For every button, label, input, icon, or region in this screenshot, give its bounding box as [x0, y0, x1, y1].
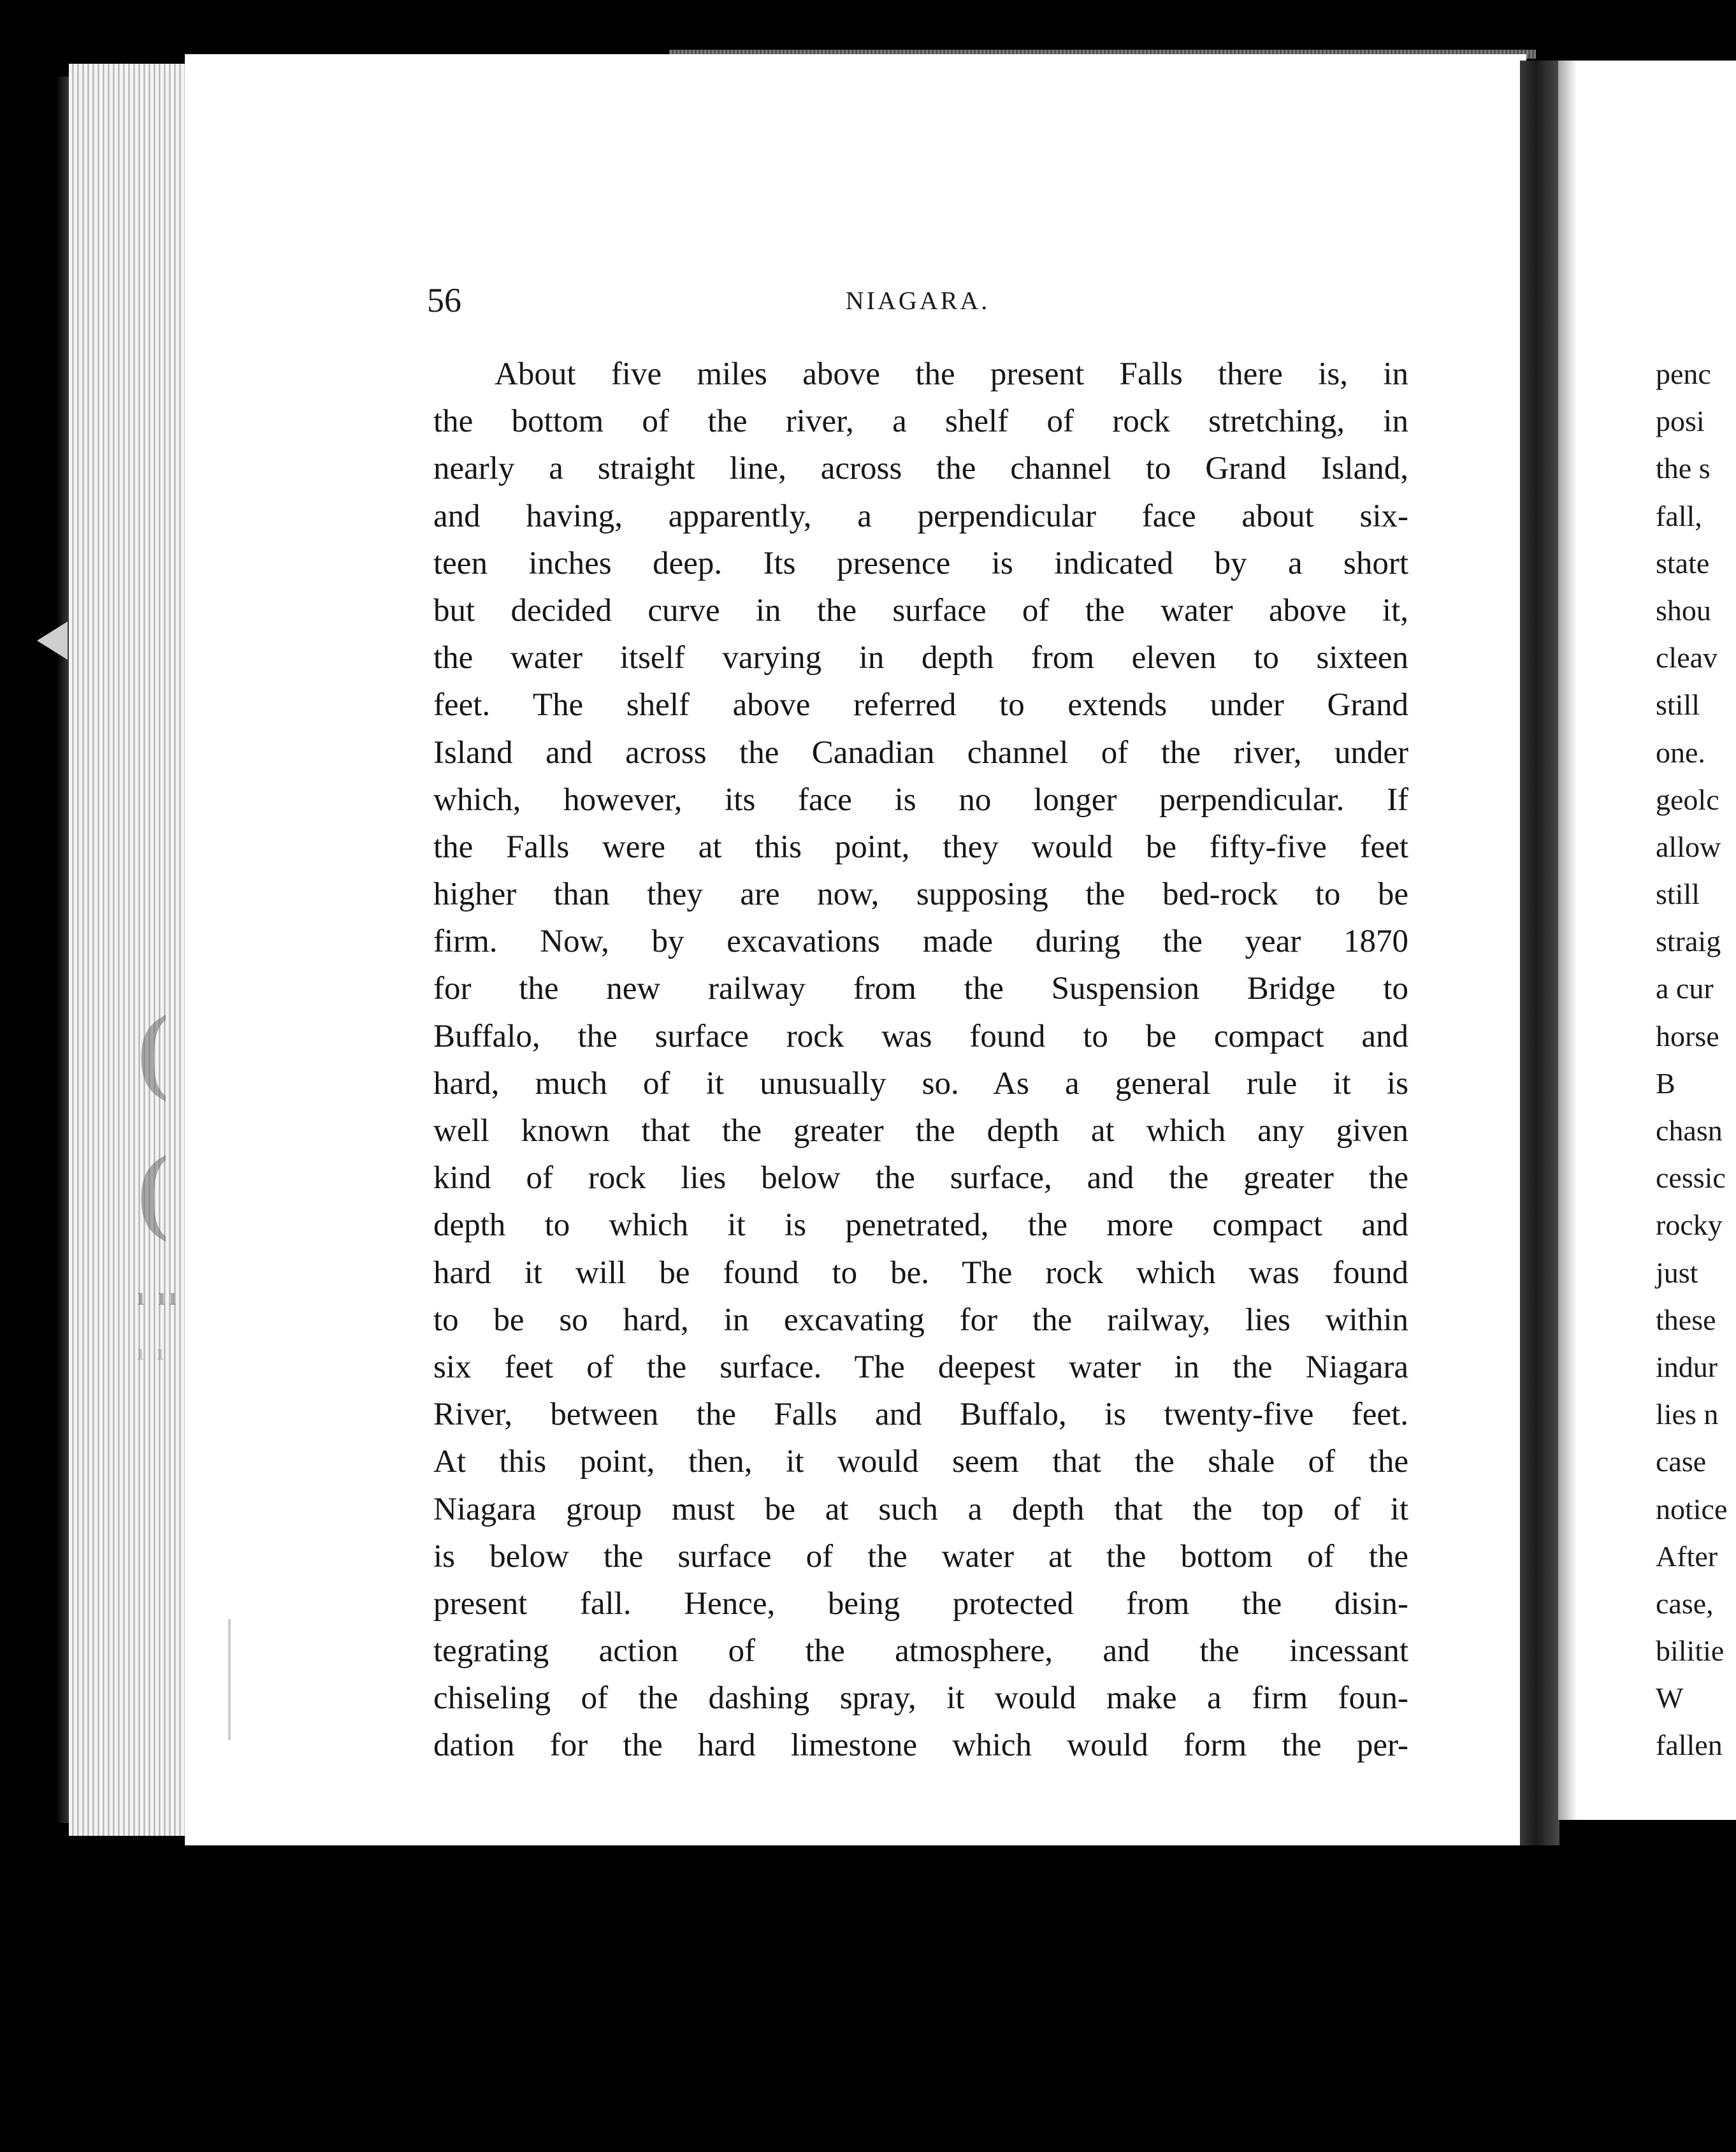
right-page-line: posi — [1656, 405, 1705, 438]
text-line: Island and across the Canadian channel of the river, under — [433, 734, 1408, 771]
text-line: which, however, its face is no longer perpendicular. If — [433, 782, 1408, 818]
right-page-line: straig — [1656, 925, 1721, 958]
text-line: dation for the hard limestone which would form the per- — [433, 1727, 1408, 1764]
right-page-line: one. — [1656, 736, 1705, 769]
text-line: River, between the Falls and Buffalo, is twenty-five feet. — [433, 1397, 1408, 1433]
text-line: About five miles above the present Falls there is, in — [495, 356, 1408, 392]
running-head — [427, 280, 1408, 325]
page-corner-fold-mark — [37, 622, 68, 660]
right-page-line: allow — [1656, 830, 1721, 863]
right-page-line: still — [1656, 878, 1700, 911]
show-through-glyph: ı ıı — [137, 1282, 180, 1311]
text-line: tegrating action of the atmosphere, and the incessant — [433, 1633, 1408, 1669]
text-line: Buffalo, the surface rock was found to be compact and — [433, 1018, 1408, 1054]
right-page-line: rocky — [1656, 1209, 1723, 1242]
right-page-line: indur — [1656, 1350, 1718, 1383]
right-page-line: still — [1656, 688, 1700, 722]
right-page-line: case, — [1656, 1587, 1714, 1620]
right-page-line: horse — [1656, 1019, 1719, 1052]
text-line: higher than they are now, supposing the bed-rock to be — [433, 876, 1408, 913]
text-line: hard, much of it unusually so. As a general rule it is — [433, 1065, 1408, 1101]
right-page-line: chasn — [1656, 1114, 1723, 1147]
text-line: the bottom of the river, a shelf of rock stretching, in — [433, 404, 1408, 440]
right-page-line: case — [1656, 1445, 1707, 1478]
text-line: is below the surface of the water at the bottom of the — [433, 1538, 1408, 1574]
text-line: kind of rock lies below the surface, and the greater the — [433, 1160, 1408, 1196]
text-line: nearly a straight line, across the channel to Grand Island, — [433, 451, 1408, 487]
text-line: but decided curve in the surface of the water above it, — [433, 592, 1408, 629]
show-through-glyph: ı ı — [137, 1339, 168, 1365]
text-line: the water itself varying in depth from eleven to sixteen — [433, 640, 1408, 676]
right-page-shadow — [1558, 61, 1577, 1820]
right-page-line: cessic — [1656, 1161, 1726, 1195]
margin-mark — [228, 1619, 231, 1740]
right-page-line: geolc — [1656, 783, 1719, 816]
page-number: 56 — [427, 281, 461, 319]
text-line: well known that the greater the depth at which any given — [433, 1113, 1408, 1149]
right-page-line: shou — [1656, 593, 1711, 627]
right-page-line: B — [1656, 1066, 1675, 1100]
text-line: for the new railway from the Suspension Bridge to — [433, 971, 1408, 1007]
text-line: the Falls were at this point, they would be fifty-five feet — [433, 829, 1408, 865]
right-page-line: W — [1656, 1682, 1684, 1715]
text-line: to be so hard, in excavating for the railway, lies within — [433, 1302, 1408, 1338]
right-page-line: bilitie — [1656, 1634, 1725, 1668]
text-line: firm. Now, by excavations made during the year 1870 — [433, 924, 1408, 960]
right-page-line: the s — [1656, 452, 1711, 485]
text-line: six feet of the surface. The deepest water in the Niagara — [433, 1349, 1408, 1385]
right-page-line: cleav — [1656, 641, 1718, 674]
show-through-glyph: ( — [137, 1137, 169, 1242]
right-page-line: a cur — [1656, 972, 1714, 1005]
page-edge-stack — [69, 64, 196, 1836]
running-title: NIAGARA. — [845, 286, 990, 315]
right-page-line: just — [1656, 1256, 1698, 1289]
right-page-line: penc — [1656, 358, 1711, 390]
text-line: teen inches deep. Its presence is indicated by a short — [433, 545, 1408, 581]
text-line: At this point, then, it would seem that the shale of the — [433, 1444, 1408, 1480]
text-line: depth to which it is penetrated, the more compact and — [433, 1207, 1408, 1244]
text-line: Niagara group must be at such a depth that the top of it — [433, 1491, 1408, 1527]
body-text — [433, 351, 1408, 1770]
right-page-line: fallen — [1656, 1729, 1723, 1762]
text-line: chiseling of the dashing spray, it would make a firm foun- — [433, 1680, 1408, 1717]
show-through-glyph: ( — [137, 996, 169, 1102]
right-page-line: these — [1656, 1303, 1716, 1336]
right-page-line: notice — [1656, 1492, 1728, 1525]
text-line: and having, apparently, a perpendicular face about six- — [433, 498, 1408, 534]
text-line: present fall. Hence, being protected from the disin- — [433, 1585, 1408, 1622]
right-page-line: After — [1656, 1539, 1718, 1573]
book-gutter — [1520, 61, 1559, 1845]
text-line: hard it will be found to be. The rock which was found — [433, 1254, 1408, 1291]
right-page-text — [1656, 351, 1736, 1770]
right-page-line: fall, — [1656, 499, 1702, 532]
text-line: feet. The shelf above referred to extends under Grand — [433, 687, 1408, 723]
right-page-line: lies n — [1656, 1398, 1719, 1431]
right-page-line: state — [1656, 546, 1710, 579]
